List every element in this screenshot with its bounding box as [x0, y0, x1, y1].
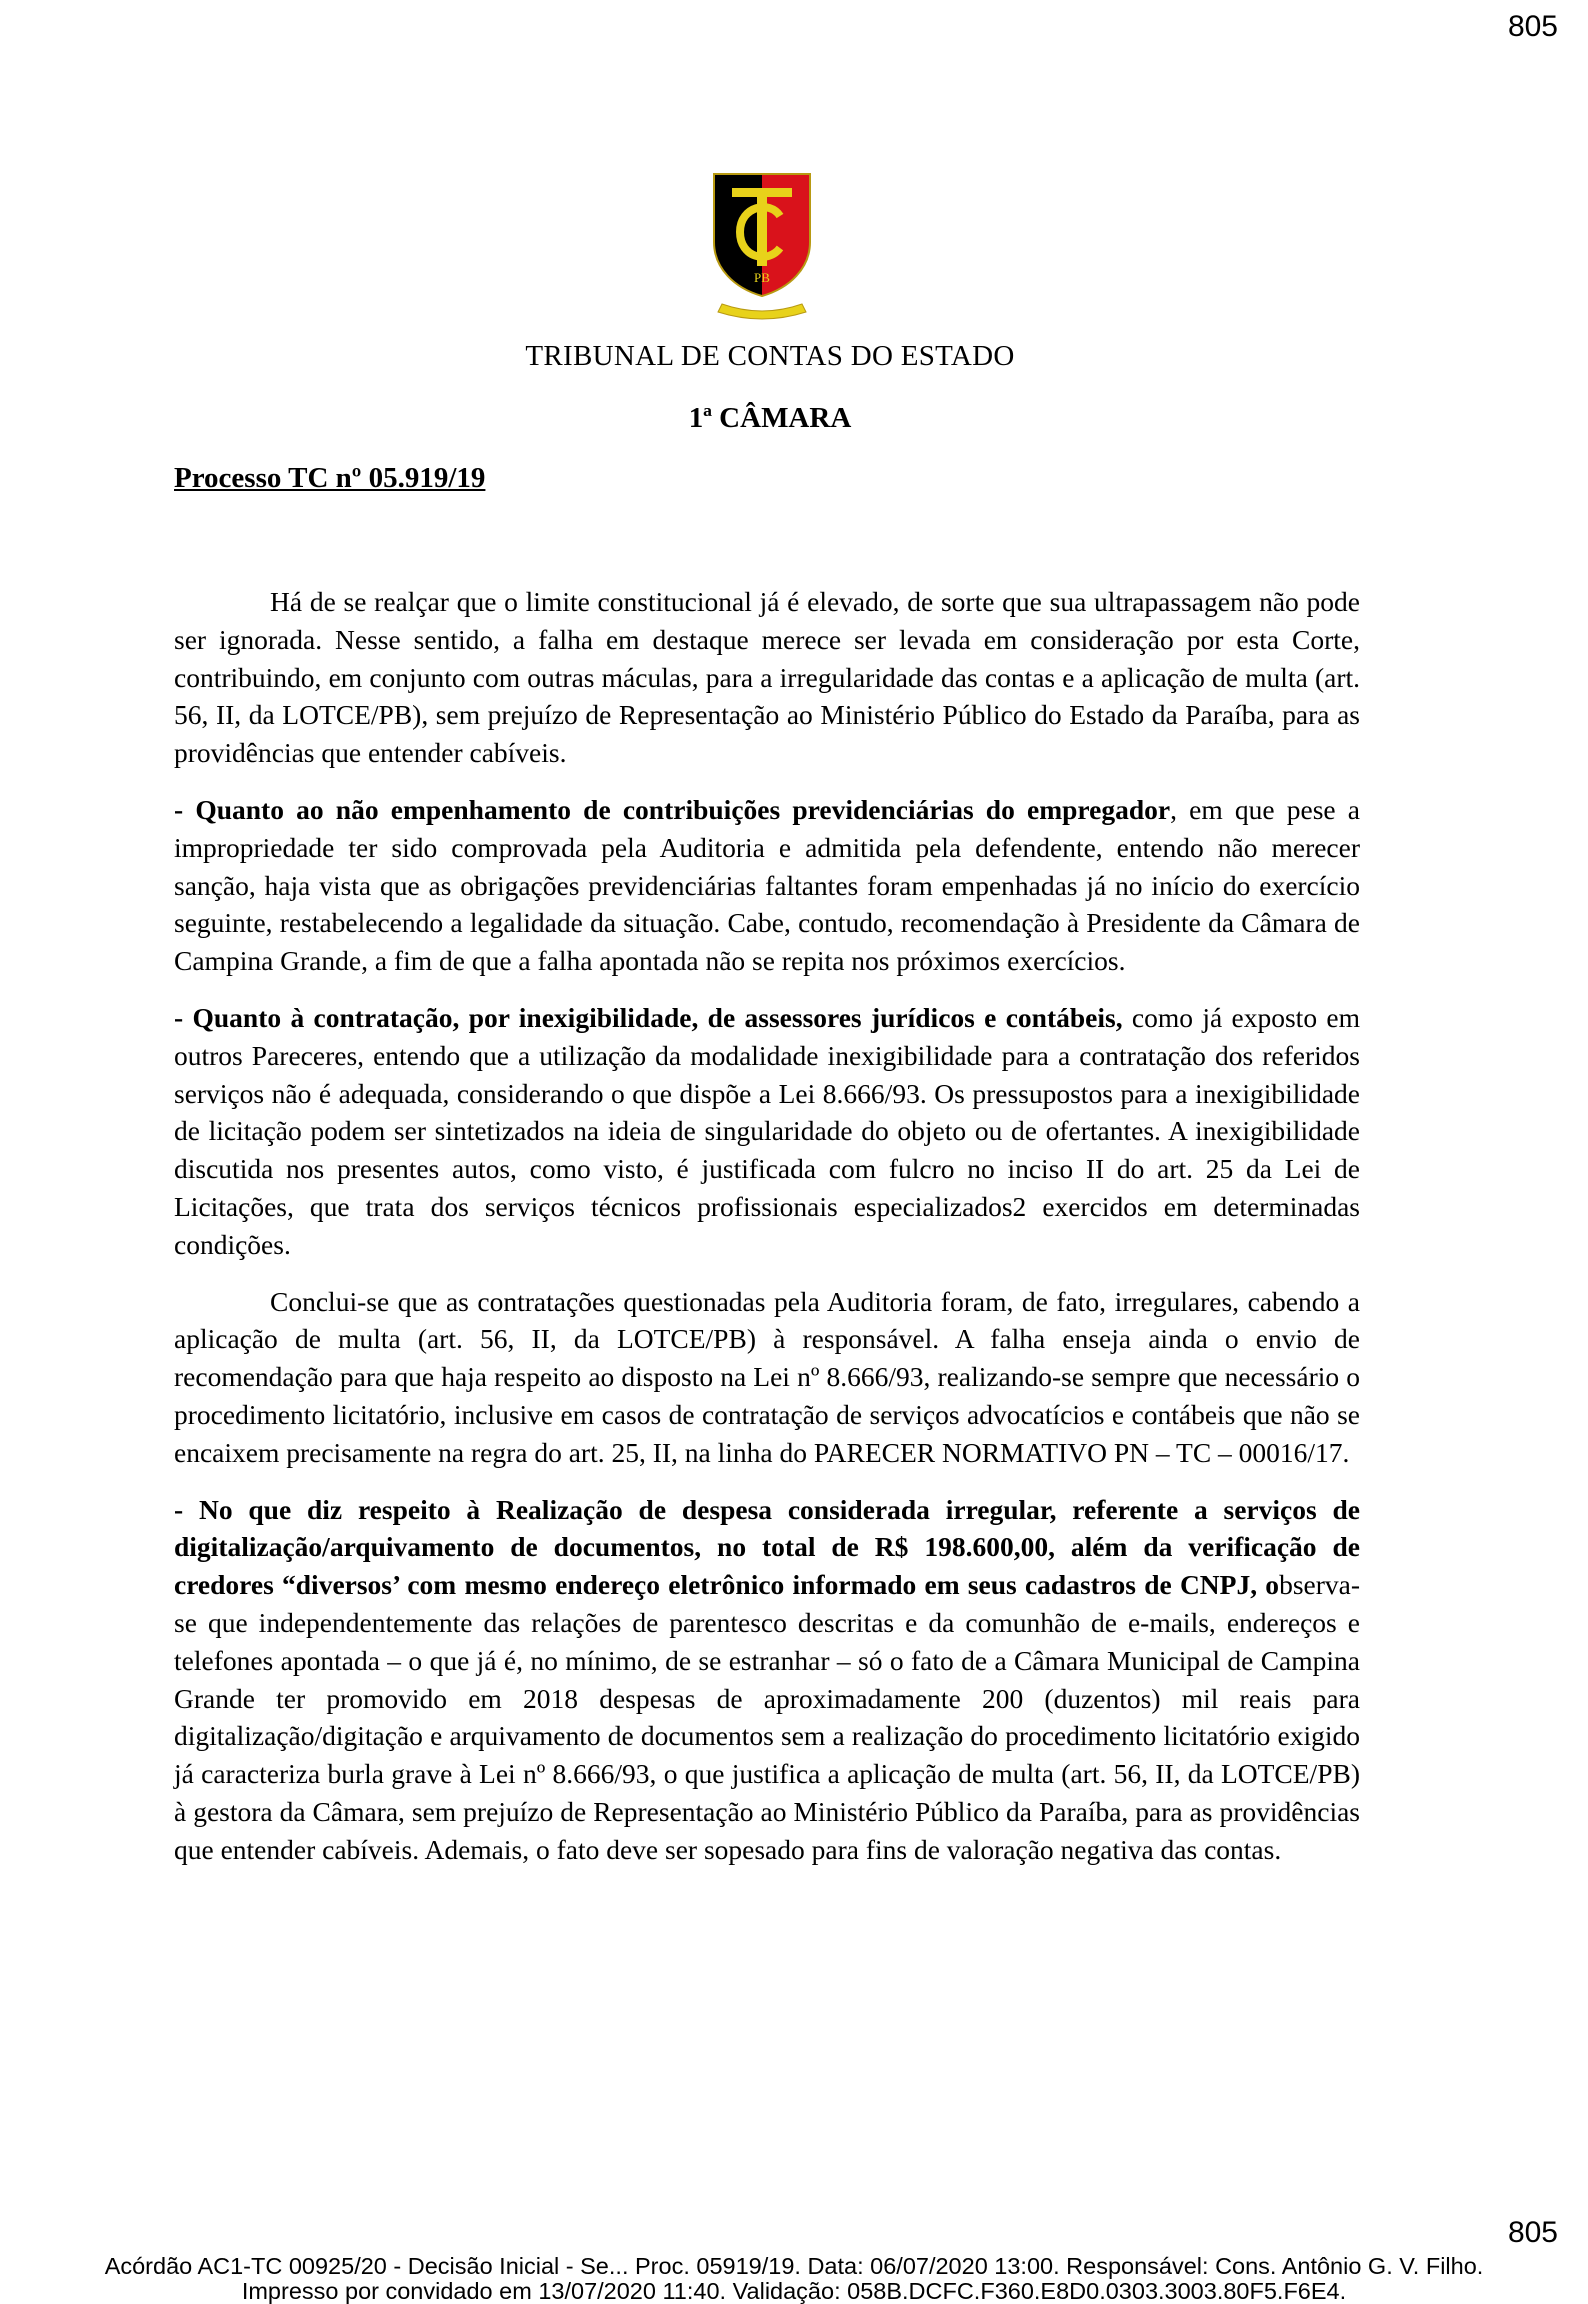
paragraph-2 — [174, 791, 1360, 980]
tce-pb-crest-logo — [712, 172, 812, 322]
crest-ribbon — [718, 304, 806, 319]
paragraph-5-heading: - No que diz respeito à Realização de despesa considerada irregular, referente a serviços de digitalização/arquivamento de documentos, no total de R$ 198.600,00, além da verificação de credores “diversos’ com mesmo endereço eletrônico informado em seus cadastros de CNPJ, o — [174, 1493, 1360, 1601]
paragraph-2-heading: - Quanto ao não empenhamento de contribuições previdenciárias do empregador — [174, 793, 1171, 825]
paragraph-4: Conclui-se que as contratações questionadas pela Auditoria foram, de fato, irregulares, cabendo a aplicação de multa (art. 56, II, da LOTCE/PB) à responsável. A falha enseja ainda o envio de recomendação para que haja respeito ao disposto na Lei nº 8.666/93, realizando-se sempre que necessário o procedimento licitatório, inclusive em casos de contratação de serviços advocatícios e contábeis que não se encaixem precisamente na regra do art. 25, II, na linha do PARECER NORMATIVO PN – TC – 00016/17. — [174, 1285, 1360, 1468]
paragraph-5-text: bserva-se que independentemente das relações de parentesco descritas e da comunhão de e-mails, endereços e telefones apontada – o que já é, no mínimo, de se estranhar – só o fato de a Câmara Municipal de Campina Grande ter promovido em 2018 despesas de aproximadamente 200 (duzentos) mil reais para digitalização/digitação e arquivamento de documentos sem a realização do procedimento licitatório exigido já caracteriza burla grave à Lei nº 8.666/93, o que justifica a aplicação de multa (art. 56, II, da LOTCE/PB) à gestora da Câmara, sem prejuízo de Representação ao Ministério Público da Paraíba, para as providências que entender cabíveis. Ademais, o fato deve ser sopesado para fins de valoração negativa das contas. — [174, 1569, 1360, 1865]
paragraph-3-heading: - Quanto à contratação, por inexigibilidade, de assessores jurídicos e contábeis, — [174, 1001, 1123, 1033]
validation-footer — [0, 2254, 1588, 2304]
paragraph-3 — [174, 999, 1360, 1264]
chamber-name: 1ª CÂMARA — [688, 402, 852, 434]
document-body — [174, 583, 1360, 1888]
page-number-top: 805 — [1507, 10, 1558, 43]
paragraph-1: Há de se realçar que o limite constitucional já é elevado, de sorte que sua ultrapassagem não pode ser ignorada. Nesse sentido, a falha em destaque merece ser levada em consideração por esta Corte, contribuindo, em conjunto com outras máculas, para a irregularidade das contas e a aplicação de multa (art. 56, II, da LOTCE/PB), sem prejuízo de Representação ao Ministério Público do Estado da Paraíba, para as providências que entender cabíveis. — [174, 586, 1360, 769]
page-number-bottom: 805 — [1507, 2216, 1558, 2249]
svg-text:PB: PB — [754, 270, 770, 285]
institution-name: TRIBUNAL DE CONTAS DO ESTADO — [525, 340, 1015, 372]
footer-line-2: Impresso por convidado em 13/07/2020 11:40. Validação: 058B.DCFC.F360.E8D0.0303.3003.80F5.F6E4. — [241, 2278, 1347, 2304]
paragraph-2-text: , em que pese a impropriedade ter sido comprovada pela Auditoria e admitida pela defendente, entendo não merecer sanção, haja vista que as obrigações previdenciárias faltantes foram empenhadas já no início do exercício seguinte, restabelecendo a legalidade da situação. Cabe, contudo, recomendação à Presidente da Câmara de Campina Grande, a fim de que a falha apontada não se repita nos próximos exercícios. — [174, 793, 1360, 977]
process-reference: Processo TC nº 05.919/19 — [174, 462, 486, 494]
paragraph-3-text: como já exposto em outros Pareceres, entendo que a utilização da modalidade inexigibilidade para a contratação dos referidos serviços não é adequada, considerando o que dispõe a Lei 8.666/93. Os pressupostos para a inexigibilidade de licitação podem ser sintetizados na ideia de singularidade do objeto ou de ofertantes. A inexigibilidade discutida nos presentes autos, como visto, é justificada com fulcro no inciso II do art. 25 da Lei de Licitações, que trata dos serviços técnicos profissionais especializados2 exercidos em determinadas condições. — [174, 1001, 1360, 1260]
footer-line-1: Acórdão AC1-TC 00925/20 - Decisão Inicial - Se... Proc. 05919/19. Data: 06/07/2020 13:00. Responsável: Cons. Antônio G. V. Filho. — [104, 2253, 1484, 2279]
paragraph-5 — [174, 1491, 1360, 1869]
